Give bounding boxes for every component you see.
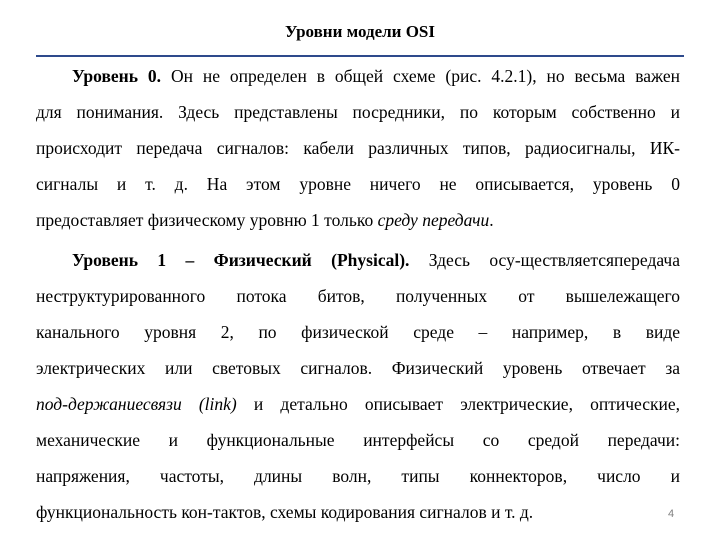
paragraph-1-line-4: сигналы и т. д. На этом уровне ничего не описывается, уровень 0	[36, 174, 680, 194]
paragraph-2-line-6: механические и функциональные интерфейсы со средой передачи:	[36, 430, 680, 450]
paragraph-1-line-5-end: .	[489, 210, 494, 230]
paragraph-2-line-5	[36, 393, 680, 415]
paragraph-1-heading: Уровень 0.	[72, 66, 162, 86]
paragraph-2-heading: Уровень 1 – Физический (Physical).	[72, 250, 410, 270]
paragraph-2-line-1-text: Здесь осу-ществляетсяпередача	[428, 250, 680, 270]
page-number: 4	[668, 508, 675, 520]
paragraph-1-line-1-text: Он не определен в общей схеме (рис. 4.2.1), но весьма важен	[170, 66, 681, 86]
link-term: под-держаниесвязи (link)	[36, 394, 237, 414]
paragraph-1-line-2: для понимания. Здесь представлены посредники, по которым собственно и	[36, 102, 680, 122]
title-underline	[36, 55, 684, 57]
paragraph-2-line-7: напряжения, частоты, длины волн, типы коннекторов, число и	[36, 466, 680, 486]
page-title: Уровни модели OSI	[284, 22, 436, 41]
paragraph-1-line-1	[72, 65, 680, 87]
paragraph-1-line-3: происходит передача сигналов: кабели различных типов, радиосигналы, ИК-	[36, 138, 680, 158]
medium-term: среду передачи	[377, 210, 490, 230]
paragraph-2-line-8: функциональность кон-тактов, схемы кодирования сигналов и т. д.	[36, 502, 534, 522]
paragraph-1-line-5	[36, 209, 680, 231]
paragraph-1-line-5-text: предоставляет физическому уровню 1 только	[36, 210, 374, 230]
paragraph-2-line-5-text: и детально описывает электрические, оптические,	[253, 394, 681, 414]
paragraph-2-line-3: канального уровня 2, по физической среде – например, в виде	[36, 322, 680, 342]
paragraph-2-line-2: неструктурированного потока битов, полученных от вышележащего	[36, 286, 680, 306]
paragraph-2-line-1	[72, 249, 680, 271]
paragraph-2-line-4: электрических или световых сигналов. Физический уровень отвечает за	[36, 358, 680, 378]
